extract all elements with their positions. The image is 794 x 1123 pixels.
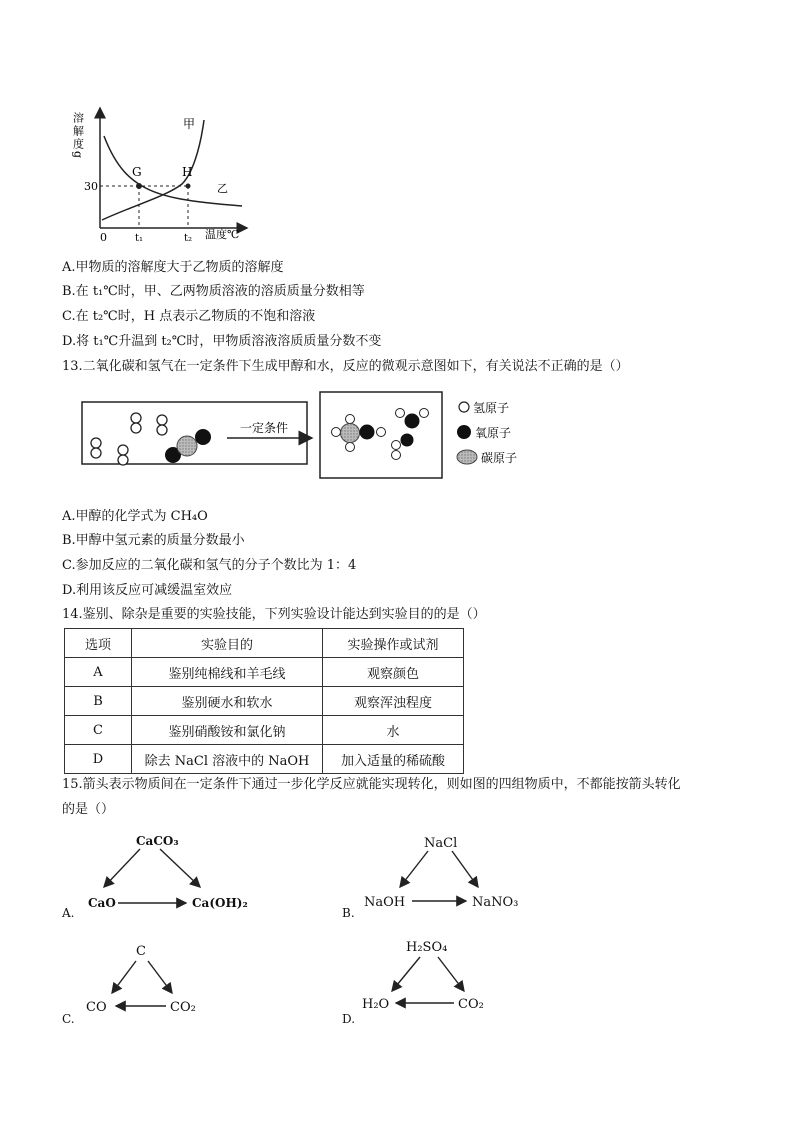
- curve-yi-label: 乙: [217, 182, 228, 195]
- a-left: CaO: [88, 896, 116, 910]
- curve-jia-label: 甲: [183, 117, 196, 131]
- q13-stem: 13.二氧化碳和氢气在一定条件下生成甲醇和水，反应的微观示意图如下，有关说法不正确的是（）: [62, 359, 629, 374]
- q12-option-c: C.在 t₂℃时，H 点表示乙物质的不饱和溶液: [62, 309, 316, 324]
- table-row: [65, 658, 464, 687]
- c-top: C: [136, 944, 146, 959]
- solubility-graph: [72, 100, 262, 245]
- q12-option-d: D.将 t₁℃升温到 t₂℃时，甲物质溶液溶质质量分数不变: [62, 334, 382, 349]
- cell-operation: 观察浑浊程度: [323, 687, 464, 716]
- cell-purpose: 鉴别硬水和软水: [132, 687, 323, 716]
- c-right: CO₂: [170, 1000, 196, 1015]
- q13-option-d: D.利用该反应可减缓温室效应: [62, 583, 233, 598]
- header-purpose: 实验目的: [132, 629, 323, 658]
- q13-option-b: B.甲醇中氢元素的质量分数最小: [62, 533, 245, 548]
- b-top: NaCl: [424, 836, 458, 851]
- cell-operation: 观察颜色: [323, 658, 464, 687]
- cell-purpose: 鉴别硝酸铵和氯化钠: [132, 716, 323, 745]
- q15-stem-line2: 的是（）: [62, 802, 115, 817]
- legend: [457, 401, 517, 465]
- q14-table: [64, 628, 464, 774]
- reaction-diagram: [80, 388, 540, 488]
- water-molecule-1: [396, 409, 429, 429]
- q13-option-c: C.参加反应的二氧化碳和氢气的分子个数比为 1：4: [62, 558, 357, 573]
- point-h-label: H: [182, 165, 193, 179]
- point-g-label: G: [132, 165, 142, 179]
- header-operation: 实验操作或试剂: [323, 629, 464, 658]
- point-g-dot: [136, 183, 142, 189]
- methanol-molecule: [332, 415, 386, 452]
- cell-option: A: [65, 658, 132, 687]
- q15-diagrams: [60, 825, 540, 1035]
- point-h-dot: [186, 184, 191, 189]
- q13-option-a: A.甲醇的化学式为 CH₄O: [62, 509, 208, 524]
- h2-molecules: [91, 413, 167, 465]
- option-b-label: B.: [342, 906, 355, 920]
- cell-operation: 水: [323, 716, 464, 745]
- table-row: [65, 745, 464, 774]
- cell-purpose: 除去 NaCl 溶液中的 NaOH: [132, 745, 323, 774]
- d-left: H₂O: [362, 997, 390, 1012]
- b-right: NaNO₃: [472, 895, 519, 910]
- water-molecule-2: [392, 434, 414, 460]
- d-right: CO₂: [458, 997, 484, 1012]
- b-left: NaOH: [364, 895, 406, 910]
- table-row: [65, 716, 464, 745]
- y-axis-label: 溶解度g: [72, 112, 85, 161]
- cell-option: B: [65, 687, 132, 716]
- option-a-label: A.: [62, 906, 75, 920]
- cell-option: C: [65, 716, 132, 745]
- cell-option: D: [65, 745, 132, 774]
- legend-hydrogen: 氢原子: [473, 401, 510, 415]
- x-tick-t2: t₂: [184, 233, 193, 244]
- q14-stem: 14.鉴别、除杂是重要的实验技能，下列实验设计能达到实验目的的是（）: [62, 607, 486, 622]
- legend-carbon: 碳原子: [481, 451, 518, 465]
- origin-label: 0: [100, 231, 107, 244]
- curve-yi: [104, 136, 242, 206]
- table-header-row: [65, 629, 464, 658]
- cell-operation: 加入适量的稀硫酸: [323, 745, 464, 774]
- c-left: CO: [86, 1000, 107, 1015]
- q12-option-a: A.甲物质的溶解度大于乙物质的溶解度: [62, 260, 284, 275]
- table-row: [65, 687, 464, 716]
- arrow-label: 一定条件: [240, 421, 289, 435]
- d-top: H₂SO₄: [406, 940, 448, 955]
- y-tick-30: 30: [84, 180, 98, 193]
- a-right: Ca(OH)₂: [192, 896, 248, 910]
- a-top: CaCO₃: [136, 834, 179, 848]
- co2-molecule: [165, 429, 211, 463]
- x-axis-label: 温度℃: [205, 228, 240, 241]
- x-tick-t1: t₁: [135, 233, 144, 244]
- option-c-label: C.: [62, 1012, 75, 1026]
- q15-stem-line1: 15.箭头表示物质间在一定条件下通过一步化学反应就能实现转化，则如图的四组物质中，不都能按箭头转化: [62, 777, 681, 792]
- header-option: 选项: [65, 629, 132, 658]
- option-d-label: D.: [342, 1012, 356, 1026]
- legend-oxygen: 氧原子: [475, 426, 512, 440]
- q12-option-b: B.在 t₁℃时，甲、乙两物质溶液的溶质质量分数相等: [62, 284, 365, 299]
- cell-purpose: 鉴别纯棉线和羊毛线: [132, 658, 323, 687]
